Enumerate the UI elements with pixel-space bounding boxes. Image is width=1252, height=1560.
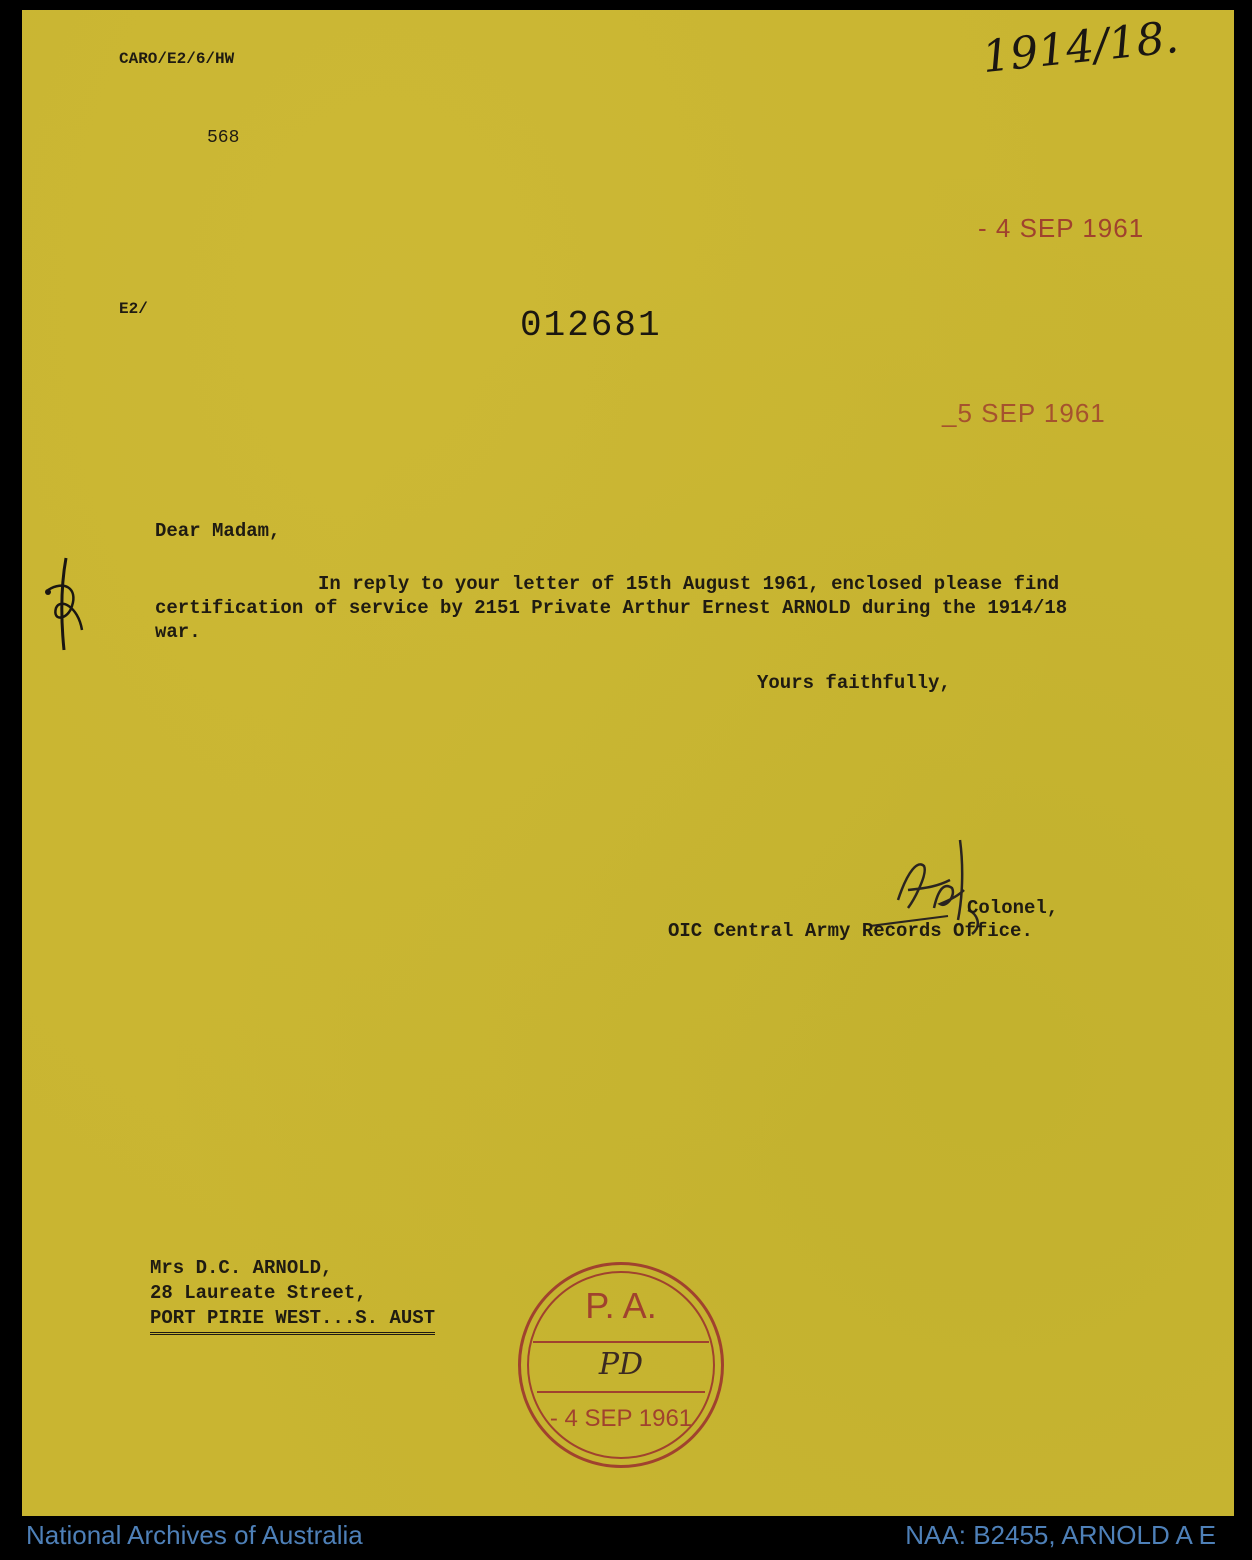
signatory-title: Colonel,	[967, 897, 1059, 919]
reference-code: CARO/E2/6/HW	[119, 50, 235, 68]
salutation: Dear Madam,	[155, 520, 281, 542]
section-code: E2/	[119, 300, 148, 318]
seal-date: - 4 SEP 1961	[549, 1405, 693, 1432]
address-line-1: Mrs D.C. ARNOLD,	[150, 1257, 333, 1279]
address-line-3: PORT PIRIE WEST...S. AUST	[150, 1307, 435, 1335]
document-number: 568	[207, 128, 240, 148]
letter-body	[155, 572, 1085, 644]
file-number: 012681	[520, 305, 662, 346]
seal-initials: PD	[598, 1347, 644, 1382]
handwritten-file-note: 1914/18.	[979, 11, 1181, 84]
seal-title: P. A.	[585, 1285, 657, 1326]
address-line-2: 28 Laureate Street,	[150, 1282, 367, 1304]
closing: Yours faithfully,	[757, 672, 951, 694]
signatory-office: OIC Central Army Records Office.	[668, 920, 1033, 942]
archive-name: National Archives of Australia	[26, 1520, 363, 1550]
received-date-stamp: - 4 SEP 1961	[978, 213, 1145, 243]
document-page	[22, 10, 1234, 1516]
pa-seal-stamp	[518, 1262, 724, 1468]
archive-reference: NAA: B2455, ARNOLD A E	[905, 1520, 1216, 1550]
second-date-stamp: _5 SEP 1961	[942, 398, 1106, 428]
margin-initial-mark	[34, 550, 94, 665]
letter-body-text: In reply to your letter of 15th August 1961, enclosed please find certification of service by 2151 Private Arthur Ernest ARNOLD during the 1914/18 war.	[155, 573, 1068, 643]
